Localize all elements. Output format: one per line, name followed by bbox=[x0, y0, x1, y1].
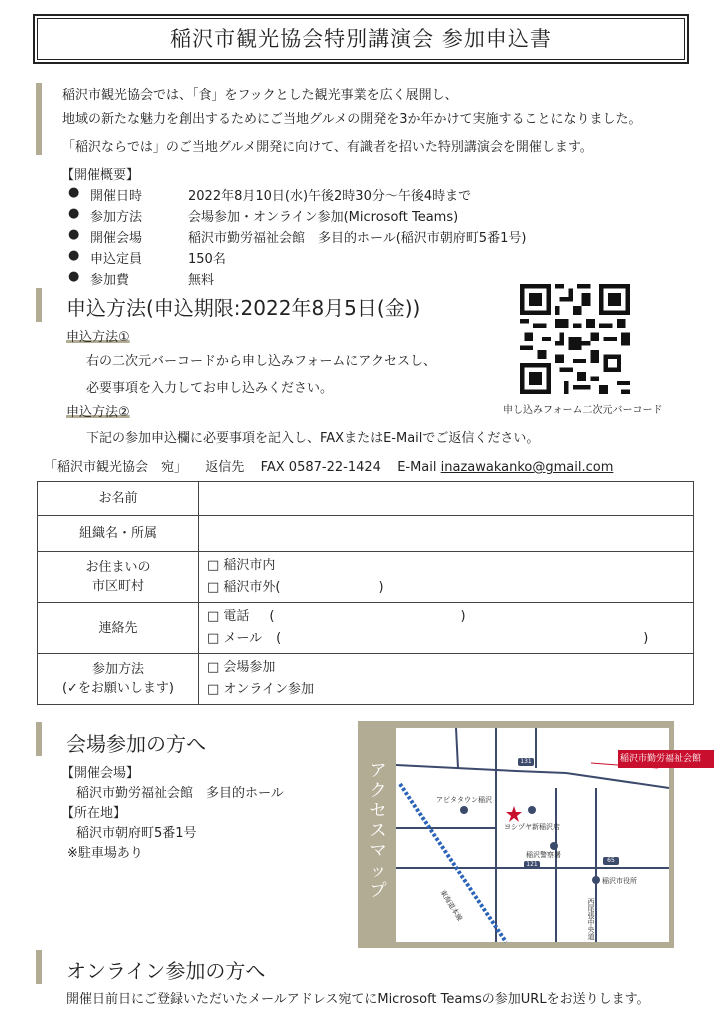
overview-item: ● 開催日時 2022年8月10日(水)午後2時30分～午後4時まで bbox=[68, 185, 472, 204]
method1-line2: 必要事項を入力してお申し込みください。 bbox=[86, 381, 334, 396]
apita-marker bbox=[460, 806, 468, 814]
method-label-line1: 参加方法 bbox=[91, 662, 144, 677]
contact-label: 連絡先 bbox=[38, 603, 199, 654]
paren-close: ) bbox=[378, 580, 384, 595]
west-road-label: 西尾張中央道 bbox=[587, 898, 595, 940]
online-text: 開催日前日にご登録いただいたメールアドレス宛てにMicrosoft Teamsの参加URLをお送りします。 bbox=[66, 992, 650, 1007]
overview-heading: 【開催概要】 bbox=[61, 168, 140, 183]
map-side-label: アクセスマップ bbox=[369, 761, 387, 901]
name-field[interactable] bbox=[199, 482, 694, 516]
method2-label: 申込方法② bbox=[66, 405, 130, 420]
parking-note: ※駐車場あり bbox=[67, 846, 143, 861]
name-label: お名前 bbox=[38, 482, 199, 516]
contact-field bbox=[199, 603, 694, 654]
section-bar bbox=[36, 83, 42, 155]
apita-label: アピタタウン稲沢 bbox=[436, 796, 492, 804]
address-field bbox=[199, 552, 694, 603]
method-label bbox=[38, 654, 199, 705]
org-label: 組織名・所属 bbox=[38, 516, 199, 552]
online-heading: オンライン参加の方へ bbox=[66, 959, 266, 983]
address-outside-label: □ 稲沢市外( bbox=[207, 580, 281, 595]
intro-line-1: 稲沢市観光協会では、「食」をフックとした観光事業を広く展開し、 bbox=[62, 88, 458, 103]
overview-item: ● 申込定員 150名 bbox=[68, 248, 226, 267]
address-label bbox=[38, 552, 199, 603]
application-form bbox=[37, 481, 694, 705]
location-address: 稲沢市朝府町5番1号 bbox=[76, 826, 197, 841]
road-131 bbox=[396, 765, 669, 788]
yoshizuya-marker bbox=[528, 806, 536, 814]
contact-reply: 返信先 bbox=[205, 460, 245, 475]
phone-checkbox[interactable] bbox=[207, 606, 693, 628]
contact-fax: FAX 0587-22-1424 bbox=[260, 460, 381, 475]
phone-label: □ 電話 bbox=[207, 609, 250, 624]
yoshizuya-label: ヨシヅヤ新稲沢店 bbox=[504, 823, 560, 831]
method-label-line2: (✓をお願いします) bbox=[61, 681, 175, 696]
mail-checkbox[interactable] bbox=[207, 628, 693, 650]
venue-heading: 会場参加の方へ bbox=[66, 732, 206, 756]
intro-line-2: 地域の新たな魅力を創出するためにご当地グルメの開発を3か年かけて実施することになりました。 bbox=[62, 112, 642, 127]
method1-line1: 右の二次元バーコードから申し込みフォームにアクセスし、 bbox=[86, 354, 436, 369]
paren-open: ( bbox=[269, 609, 275, 624]
overview-item: ● 開催会場 稲沢市勤労福祉会館 多目的ホール(稲沢市朝府町5番1号) bbox=[68, 227, 527, 246]
target-marker bbox=[506, 806, 522, 822]
section-bar bbox=[36, 722, 42, 756]
contact-line bbox=[44, 456, 613, 475]
qr-code-image[interactable] bbox=[520, 284, 630, 394]
address-label-line1: お住まいの bbox=[85, 560, 151, 575]
map-canvas bbox=[396, 728, 702, 942]
online-checkbox[interactable]: □ オンライン参加 bbox=[207, 682, 315, 697]
overview-item: ● 参加方法 会場参加・オンライン参加(Microsoft Teams) bbox=[68, 206, 459, 225]
contact-email-link[interactable]: inazawakanko@gmail.com bbox=[440, 460, 614, 475]
overview-list bbox=[68, 185, 526, 290]
paren-open: ( bbox=[276, 631, 282, 646]
cityhall-marker bbox=[592, 876, 600, 884]
method2-line1: 下記の参加申込欄に必要事項を記入し、FAXまたはE-Mailでご返信ください。 bbox=[86, 431, 540, 446]
address-label-line2: 市区町村 bbox=[91, 579, 144, 594]
target-label: 稲沢市勤労福祉会館 bbox=[620, 754, 702, 764]
method-field bbox=[199, 654, 694, 705]
intro-text bbox=[62, 84, 642, 160]
section-bar bbox=[36, 950, 42, 984]
road-121-label: 121 bbox=[526, 861, 538, 868]
intro-line-3: 「稲沢ならでは」のご当地グルメ開発に向けて、有識者を招いた特別講演会を開催します。 bbox=[62, 140, 593, 155]
onsite-checkbox[interactable]: □ 会場参加 bbox=[207, 660, 276, 675]
paren-close: ) bbox=[643, 631, 649, 646]
police-marker bbox=[550, 842, 558, 850]
overview-item: ● 参加費 無料 bbox=[68, 269, 215, 288]
apply-heading: 申込方法(申込期限:2022年8月5日(金)) bbox=[66, 296, 421, 320]
address-outside-checkbox[interactable] bbox=[207, 577, 693, 599]
paren-close: ) bbox=[460, 609, 466, 624]
address-inside-checkbox[interactable]: □ 稲沢市内 bbox=[207, 558, 276, 573]
method1-label: 申込方法① bbox=[66, 330, 130, 345]
contact-email-label: E-Mail bbox=[397, 460, 437, 475]
location-heading: 【所在地】 bbox=[61, 806, 127, 821]
hall-name: 稲沢市勤労福祉会館 多目的ホール bbox=[76, 786, 284, 801]
page-title: 稲沢市観光協会特別講演会 参加申込書 bbox=[33, 14, 689, 64]
access-map bbox=[358, 721, 702, 948]
road-65-label: 65 bbox=[607, 857, 615, 864]
contact-to: 「稲沢市観光協会 宛」 bbox=[44, 460, 188, 475]
section-bar bbox=[36, 288, 42, 322]
railway-label: 東海道本線 bbox=[438, 888, 464, 923]
venue-details bbox=[61, 764, 284, 864]
mail-label: □ メール bbox=[207, 631, 263, 646]
org-field[interactable] bbox=[199, 516, 694, 552]
police-label: 稲沢警察署 bbox=[526, 851, 561, 859]
road-131-label: 131 bbox=[520, 758, 532, 765]
road-north-west bbox=[456, 728, 458, 768]
cityhall-label: 稲沢市役所 bbox=[602, 877, 637, 885]
qr-caption: 申し込みフォーム二次元バーコード bbox=[503, 405, 663, 416]
hall-heading: 【開催会場】 bbox=[61, 766, 140, 781]
